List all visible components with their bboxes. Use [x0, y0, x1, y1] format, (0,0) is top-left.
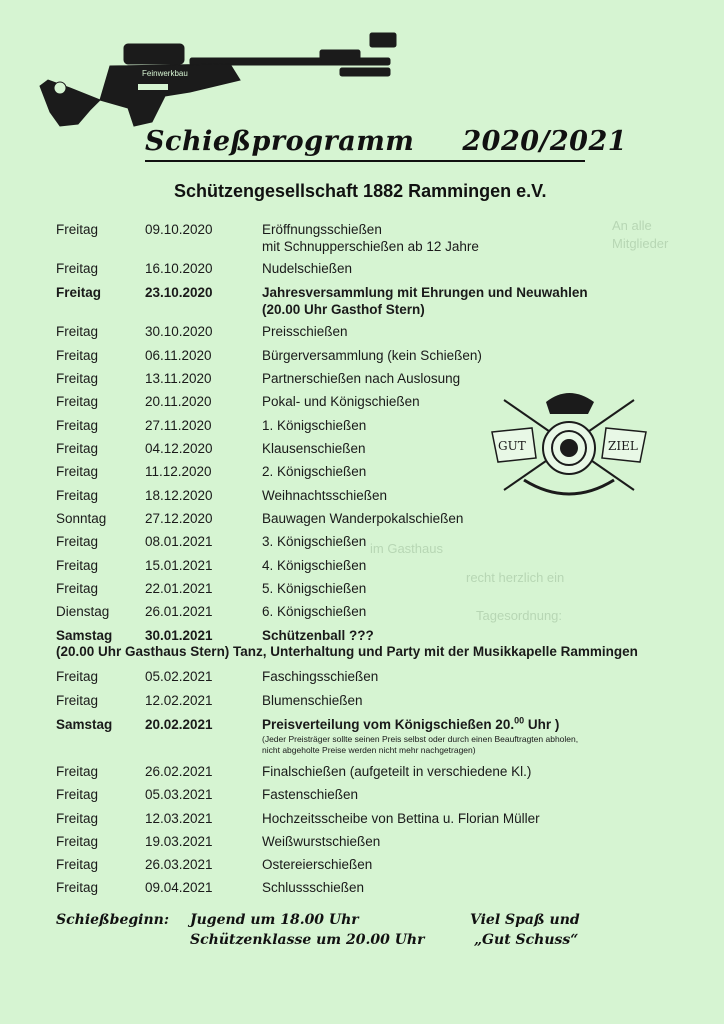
club-name: Schützengesellschaft 1882 Rammingen e.V.	[174, 181, 547, 201]
row-date: 30.01.2021	[145, 628, 213, 643]
row-event: Hochzeitsscheibe von Bettina u. Florian Müller	[262, 811, 540, 826]
emblem-right-text: ZIEL	[608, 439, 638, 453]
row-event: Pokal- und Königschießen	[262, 394, 420, 409]
row-date: 05.02.2021	[145, 669, 213, 684]
row-event: Bauwagen Wanderpokalschießen	[262, 511, 464, 526]
row-event: Schlussschießen	[262, 880, 365, 895]
row-day: Freitag	[56, 558, 99, 573]
page-title	[145, 126, 627, 157]
row-event: 2. Königschießen	[262, 464, 367, 479]
title-year: 2020/2021	[462, 126, 628, 157]
row-day: Samstag	[56, 628, 113, 643]
row-day: Freitag	[56, 285, 102, 300]
row-date: 08.01.2021	[145, 534, 213, 549]
row-day: Freitag	[56, 834, 99, 849]
row-day: Freitag	[56, 394, 99, 409]
bleed-text: Tagesordnung:	[476, 608, 563, 623]
row-day: Dienstag	[56, 604, 110, 619]
bleed-text: recht herzlich ein	[466, 570, 565, 585]
event-superscript: 00	[514, 715, 525, 726]
row-day: Freitag	[56, 324, 99, 339]
class-time: Schützenklasse um 20.00 Uhr	[190, 932, 425, 948]
row-date: 30.10.2020	[145, 324, 213, 339]
event-line2: mit Schnupperschießen ab 12 Jahre	[262, 239, 479, 254]
youth-time: Jugend um 18.00 Uhr	[190, 912, 359, 928]
bleed-text: im Gasthaus	[370, 541, 443, 556]
row-date: 12.03.2021	[145, 811, 213, 826]
row-event	[262, 221, 682, 255]
row-event: Finalschießen (aufgeteilt in verschiedene Kl.)	[262, 764, 532, 779]
event-line1: Eröffnungsschießen	[262, 222, 382, 237]
row-date: 27.11.2020	[145, 418, 212, 433]
row-date: 27.12.2020	[145, 511, 213, 526]
bleed-text: Mitglieder	[612, 236, 669, 251]
row-event: Weißwurstschießen	[262, 834, 381, 849]
row-day: Freitag	[56, 787, 99, 802]
row-day: Freitag	[56, 441, 99, 456]
row-date: 09.04.2021	[145, 880, 213, 895]
row-day: Freitag	[56, 880, 99, 895]
row-date: 13.11.2020	[145, 371, 212, 386]
row-day: Samstag	[56, 717, 113, 732]
row-day: Sonntag	[56, 511, 107, 526]
title-underline	[145, 160, 585, 162]
row-event: 5. Königschießen	[262, 581, 367, 596]
event-note: (Jeder Preisträger sollte seinen Preis selbst oder durch einen Beauftragten abholen,	[262, 734, 579, 744]
closing-wish	[470, 910, 580, 950]
row-event	[262, 716, 682, 756]
row-date: 16.10.2020	[145, 261, 213, 276]
row-day: Freitag	[56, 534, 99, 549]
row-event: Partnerschießen nach Auslosung	[262, 371, 461, 386]
row-event	[262, 284, 682, 318]
event-line1: Preisverteilung vom Königschießen 20.	[262, 717, 515, 732]
row-event: Fastenschießen	[262, 787, 359, 802]
row-date: 09.10.2020	[145, 222, 213, 237]
row-date: 05.03.2021	[145, 787, 213, 802]
row-event: Bürgerversammlung (kein Schießen)	[262, 348, 482, 363]
event-line1: Jahresversammlung mit Ehrungen und Neuwahlen	[262, 285, 588, 300]
wish-line1: Viel Spaß und	[470, 912, 580, 928]
row-day: Freitag	[56, 488, 99, 503]
row-event: Blumenschießen	[262, 693, 363, 708]
row-date: 26.01.2021	[145, 604, 213, 619]
row-day: Freitag	[56, 764, 99, 779]
row-day: Freitag	[56, 348, 99, 363]
wish-line2: „Gut Schuss“	[474, 932, 579, 948]
row-day: Freitag	[56, 371, 99, 386]
row-date: 22.01.2021	[145, 581, 213, 596]
event-line2: (20.00 Uhr Gasthof Stern)	[262, 302, 425, 317]
row-date: 19.03.2021	[145, 834, 213, 849]
row-date: 15.01.2021	[145, 558, 213, 573]
row-date: 06.11.2020	[145, 348, 212, 363]
emblem-left-text: GUT	[498, 439, 526, 453]
row-day: Freitag	[56, 669, 99, 684]
row-day: Freitag	[56, 261, 99, 276]
event-note: nicht abgeholte Preise werden nicht mehr nachgetragen)	[262, 745, 476, 755]
row-date: 23.10.2020	[145, 285, 213, 300]
row-day: Freitag	[56, 857, 99, 872]
row-date: 20.11.2020	[145, 394, 212, 409]
row-event: Nudelschießen	[262, 261, 353, 276]
row-day: Freitag	[56, 693, 99, 708]
row-day: Freitag	[56, 464, 99, 479]
row-event: 1. Königschießen	[262, 418, 367, 433]
row-date: 20.02.2021	[145, 717, 213, 732]
row-day: Freitag	[56, 581, 99, 596]
row-day: Freitag	[56, 811, 99, 826]
row-date: 04.12.2020	[145, 441, 213, 456]
schedule-row-continuation: (20.00 Uhr Gasthaus Stern) Tanz, Unterhaltung und Party mit der Musikkapelle Rammingen	[56, 644, 638, 659]
shooting-times	[190, 910, 424, 950]
row-event: 6. Königschießen	[262, 604, 367, 619]
row-event: 3. Königschießen	[262, 534, 367, 549]
row-date: 11.12.2020	[145, 464, 212, 479]
row-event: Weihnachtsschießen	[262, 488, 388, 503]
row-date: 26.03.2021	[145, 857, 213, 872]
shooting-start-label: Schießbeginn:	[56, 912, 170, 928]
row-date: 12.02.2021	[145, 693, 213, 708]
row-event: Klausenschießen	[262, 441, 366, 456]
event-tail: Uhr )	[524, 717, 560, 732]
row-day: Freitag	[56, 222, 99, 237]
row-event: Ostereierschießen	[262, 857, 373, 872]
rifle-brand-label: Feinwerkbau	[142, 69, 188, 78]
title-main: Schießprogramm	[145, 126, 415, 157]
row-date: 18.12.2020	[145, 488, 213, 503]
row-date: 26.02.2021	[145, 764, 213, 779]
row-event: 4. Königschießen	[262, 558, 367, 573]
bleed-text: An alle	[612, 218, 652, 233]
row-day: Freitag	[56, 418, 99, 433]
row-event: Preisschießen	[262, 324, 348, 339]
row-event: Faschingsschießen	[262, 669, 379, 684]
row-event: Schützenball ???	[262, 628, 374, 643]
